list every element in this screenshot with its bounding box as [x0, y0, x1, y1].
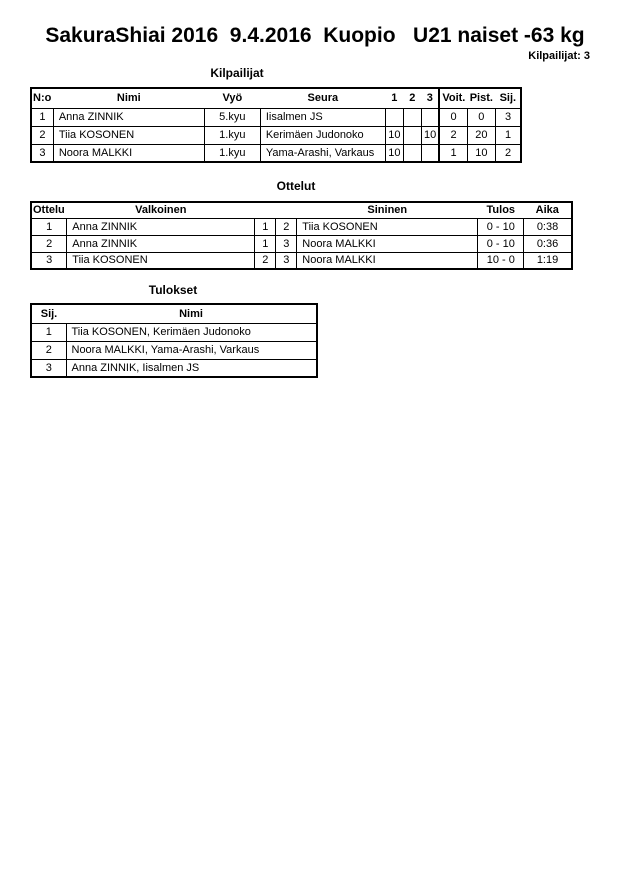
- col-header-sij: Sij.: [31, 304, 66, 323]
- competitors-count: Kilpailijat: 3: [528, 50, 590, 62]
- cell-vyo: 5.kyu: [204, 108, 260, 126]
- cell-match-no: 2: [31, 235, 67, 252]
- col-header-valkoinen: Valkoinen: [67, 202, 255, 218]
- cell-match2: [403, 126, 421, 144]
- kilpailijat-header-row: [31, 88, 521, 108]
- col-header-aika: Aika: [524, 202, 572, 218]
- cell-pist: 0: [467, 108, 495, 126]
- cell-match3: [421, 108, 439, 126]
- cell-match1: [385, 108, 403, 126]
- kilpailijat-table: [30, 87, 522, 163]
- cell-aika: 0:36: [524, 235, 572, 252]
- cell-sij: 3: [31, 359, 66, 377]
- col-header-sij: Sij.: [495, 88, 521, 108]
- cell-voit: 0: [439, 108, 467, 126]
- col-header-sininen: Sininen: [297, 202, 478, 218]
- cell-blue-name: Noora MALKKI: [297, 235, 478, 252]
- tulokset-heading: Tulokset: [148, 283, 198, 297]
- competitor-row: [31, 126, 521, 144]
- cell-vyo: 1.kyu: [204, 144, 260, 162]
- col-header-blue-no: [276, 202, 297, 218]
- cell-pist: 20: [467, 126, 495, 144]
- cell-white-no: 1: [255, 235, 276, 252]
- col-header-nimi: Nimi: [53, 88, 204, 108]
- cell-match3: [421, 144, 439, 162]
- cell-sij: 2: [495, 144, 521, 162]
- result-row: [31, 341, 317, 359]
- cell-match3: 10: [421, 126, 439, 144]
- col-header-tulos: Tulos: [478, 202, 524, 218]
- cell-nimi: Noora MALKKI, Yama-Arashi, Varkaus: [66, 341, 317, 359]
- col-header-pist: Pist.: [467, 88, 495, 108]
- cell-match-no: 3: [31, 252, 67, 269]
- match-row: [31, 252, 572, 269]
- ottelut-heading: Ottelut: [276, 179, 316, 193]
- cell-aika: 0:38: [524, 218, 572, 235]
- col-header-vyo: Vyö: [204, 88, 260, 108]
- competitor-row: [31, 108, 521, 126]
- cell-seura: Yama-Arashi, Varkaus: [260, 144, 385, 162]
- col-header-ottelu: Ottelu: [31, 202, 67, 218]
- cell-pist: 10: [467, 144, 495, 162]
- cell-seura: Kerimäen Judonoko: [260, 126, 385, 144]
- ottelut-header-row: [31, 202, 572, 218]
- col-header-match2: 2: [403, 88, 421, 108]
- col-header-match1: 1: [385, 88, 403, 108]
- page-title: SakuraShiai 2016 9.4.2016 Kuopio U21 naiset -63 kg: [45, 24, 585, 47]
- cell-blue-name: Noora MALKKI: [297, 252, 478, 269]
- tulokset-table: [30, 303, 318, 378]
- cell-nimi: Noora MALKKI: [53, 144, 204, 162]
- cell-sij: 1: [31, 323, 66, 341]
- cell-tulos: 0 - 10: [478, 235, 524, 252]
- cell-tulos: 10 - 0: [478, 252, 524, 269]
- kilpailijat-heading: Kilpailijat: [210, 66, 264, 80]
- cell-voit: 2: [439, 126, 467, 144]
- ottelut-table: [30, 201, 573, 270]
- cell-tulos: 0 - 10: [478, 218, 524, 235]
- cell-match-no: 1: [31, 218, 67, 235]
- cell-blue-no: 3: [276, 252, 297, 269]
- col-header-no: N:o: [31, 88, 53, 108]
- tulokset-header-row: [31, 304, 317, 323]
- col-header-nimi: Nimi: [66, 304, 317, 323]
- match-row: [31, 235, 572, 252]
- cell-sij: 3: [495, 108, 521, 126]
- cell-seura: Iisalmen JS: [260, 108, 385, 126]
- cell-white-no: 2: [255, 252, 276, 269]
- cell-white-name: Anna ZINNIK: [67, 218, 255, 235]
- cell-match1: 10: [385, 144, 403, 162]
- cell-match1: 10: [385, 126, 403, 144]
- cell-vyo: 1.kyu: [204, 126, 260, 144]
- cell-blue-no: 3: [276, 235, 297, 252]
- cell-nimi: Anna ZINNIK: [53, 108, 204, 126]
- cell-match2: [403, 108, 421, 126]
- cell-blue-name: Tiia KOSONEN: [297, 218, 478, 235]
- cell-nimi: Tiia KOSONEN, Kerimäen Judonoko: [66, 323, 317, 341]
- match-row: [31, 218, 572, 235]
- cell-aika: 1:19: [524, 252, 572, 269]
- col-header-white-no: [255, 202, 276, 218]
- competitor-row: [31, 144, 521, 162]
- result-row: [31, 359, 317, 377]
- col-header-match3: 3: [421, 88, 439, 108]
- cell-white-name: Anna ZINNIK: [67, 235, 255, 252]
- col-header-voit: Voit.: [439, 88, 467, 108]
- cell-sij: 1: [495, 126, 521, 144]
- cell-white-no: 1: [255, 218, 276, 235]
- cell-blue-no: 2: [276, 218, 297, 235]
- cell-white-name: Tiia KOSONEN: [67, 252, 255, 269]
- cell-voit: 1: [439, 144, 467, 162]
- cell-no: 1: [31, 108, 53, 126]
- cell-sij: 2: [31, 341, 66, 359]
- cell-match2: [403, 144, 421, 162]
- cell-no: 3: [31, 144, 53, 162]
- result-row: [31, 323, 317, 341]
- cell-nimi: Anna ZINNIK, Iisalmen JS: [66, 359, 317, 377]
- cell-no: 2: [31, 126, 53, 144]
- cell-nimi: Tiia KOSONEN: [53, 126, 204, 144]
- col-header-seura: Seura: [260, 88, 385, 108]
